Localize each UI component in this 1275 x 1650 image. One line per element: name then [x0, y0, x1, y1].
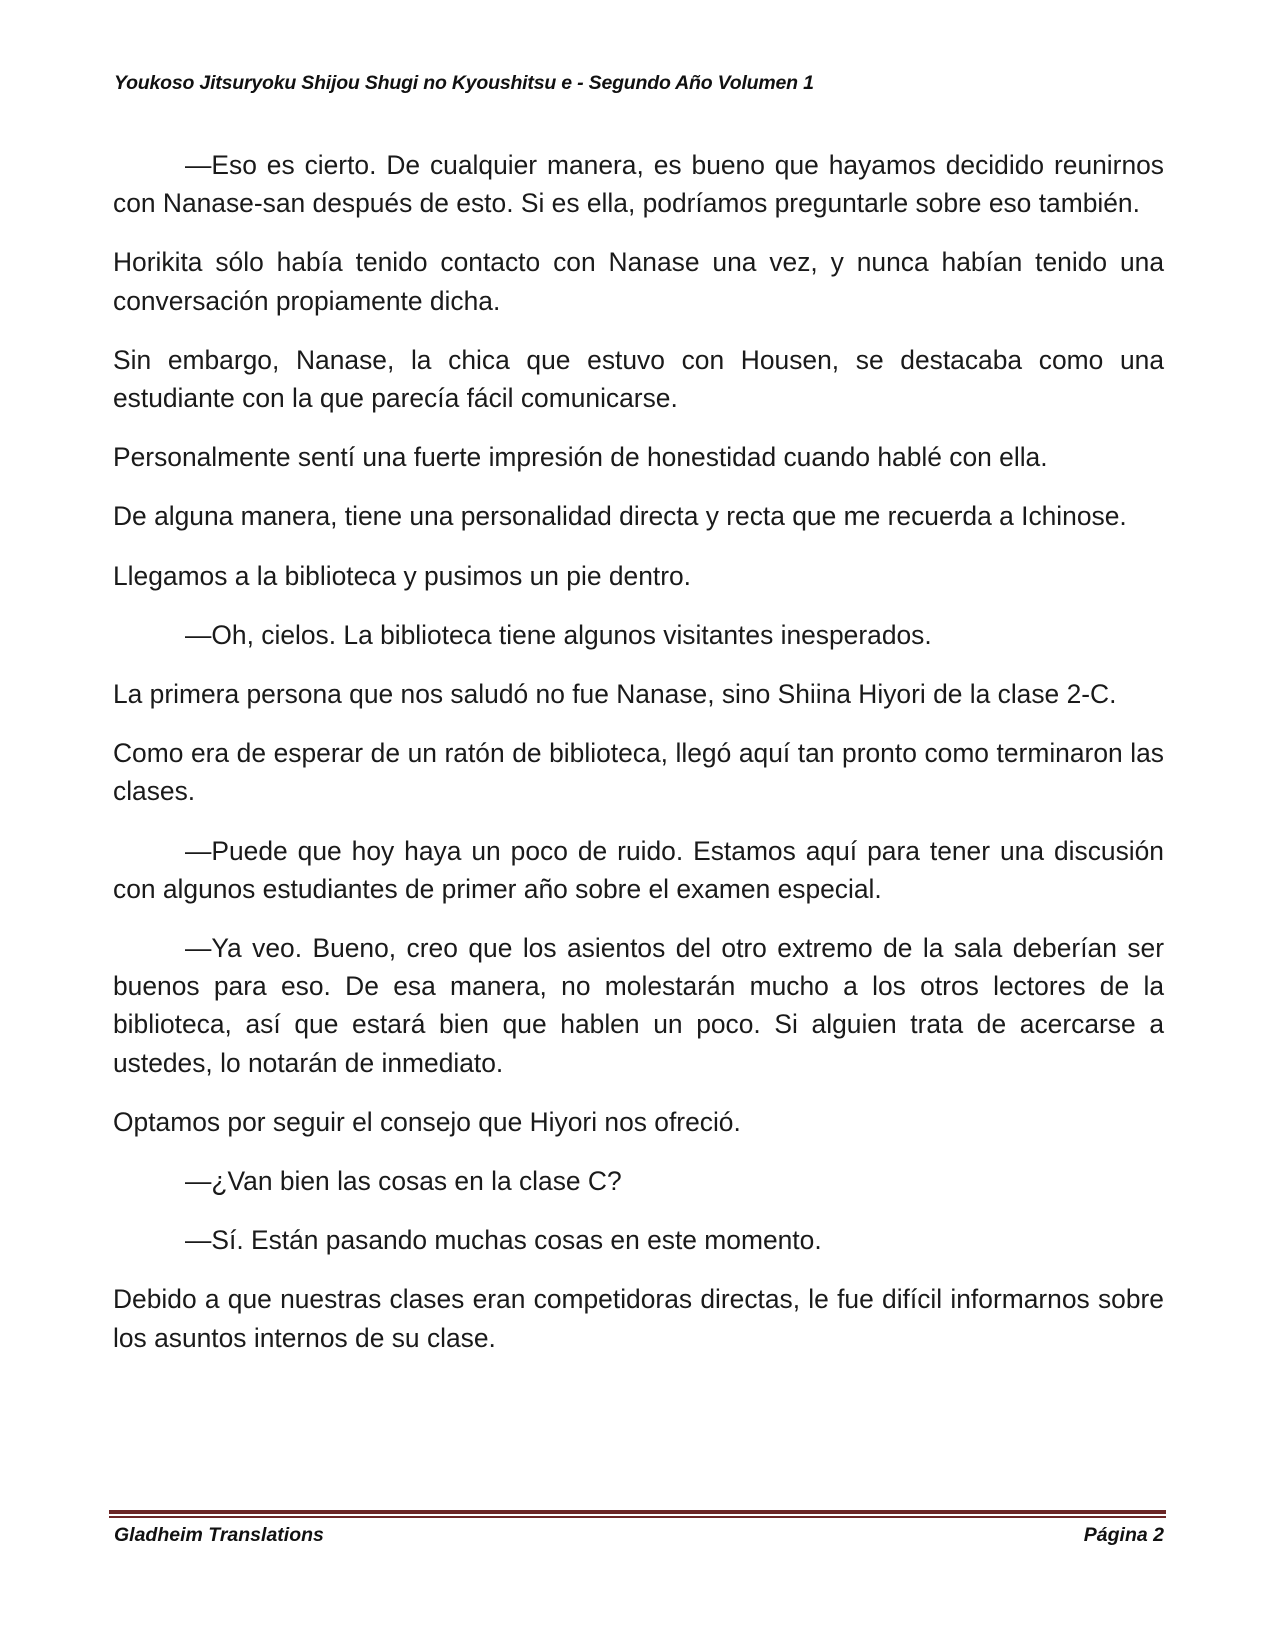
- paragraph-dialogue: —¿Van bien las cosas en la clase C?: [185, 1166, 622, 1197]
- paragraph: La primera persona que nos saludó no fue Nanase, sino Shiina Hiyori de la clase 2-C.: [113, 679, 1117, 710]
- paragraph-dialogue: —Ya veo. Bueno, creo que los asientos del otro extremo de la sala deberían ser buenos para eso. De esa manera, no molestarán mucho a los otros lectores de la biblioteca, así que estará bien que hablen un poco. Si alguien trata de acercarse a ustedes, lo notarán de inmediato.: [113, 933, 1164, 1078]
- footer-divider-thin: [109, 1516, 1166, 1518]
- paragraph-dialogue: —Sí. Están pasando muchas cosas en este momento.: [185, 1225, 822, 1256]
- paragraph: Llegamos a la biblioteca y pusimos un pie dentro.: [113, 560, 692, 591]
- paragraph: Horikita sólo había tenido contacto con Nanase una vez, y nunca habían tenido una conversación propiamente dicha.: [113, 247, 1164, 316]
- paragraph: Debido a que nuestras clases eran competidoras directas, le fue difícil informarnos sobre los asuntos internos de su clase.: [113, 1284, 1164, 1353]
- paragraph: De alguna manera, tiene una personalidad directa y recta que me recuerda a Ichinose.: [113, 501, 1127, 532]
- paragraph: Personalmente sentí una fuerte impresión de honestidad cuando hablé con ella.: [113, 442, 1048, 473]
- paragraph-dialogue: —Oh, cielos. La biblioteca tiene algunos visitantes inesperados.: [185, 619, 932, 650]
- footer-credit: Gladheim Translations: [114, 1524, 324, 1546]
- paragraph-dialogue: —Eso es cierto. De cualquier manera, es bueno que hayamos decidido reunirnos con Nanase-san después de esto. Si es ella, podríamos preguntarle sobre eso también.: [113, 150, 1164, 219]
- running-header: Youkoso Jitsuryoku Shijou Shugi no Kyoushitsu e - Segundo Año Volumen 1: [114, 72, 814, 94]
- paragraph: Como era de esperar de un ratón de biblioteca, llegó aquí tan pronto como terminaron las clases.: [113, 738, 1164, 807]
- page-body: [113, 146, 1164, 1378]
- page-number: Página 2: [1083, 1524, 1164, 1546]
- paragraph: Optamos por seguir el consejo que Hiyori nos ofreció.: [113, 1106, 741, 1137]
- footer-divider: [109, 1510, 1166, 1518]
- paragraph-dialogue: —Puede que hoy haya un poco de ruido. Estamos aquí para tener una discusión con algunos estudiantes de primer año sobre el examen especial.: [113, 835, 1164, 904]
- paragraph: Sin embargo, Nanase, la chica que estuvo con Housen, se destacaba como una estudiante con la que parecía fácil comunicarse.: [113, 344, 1164, 414]
